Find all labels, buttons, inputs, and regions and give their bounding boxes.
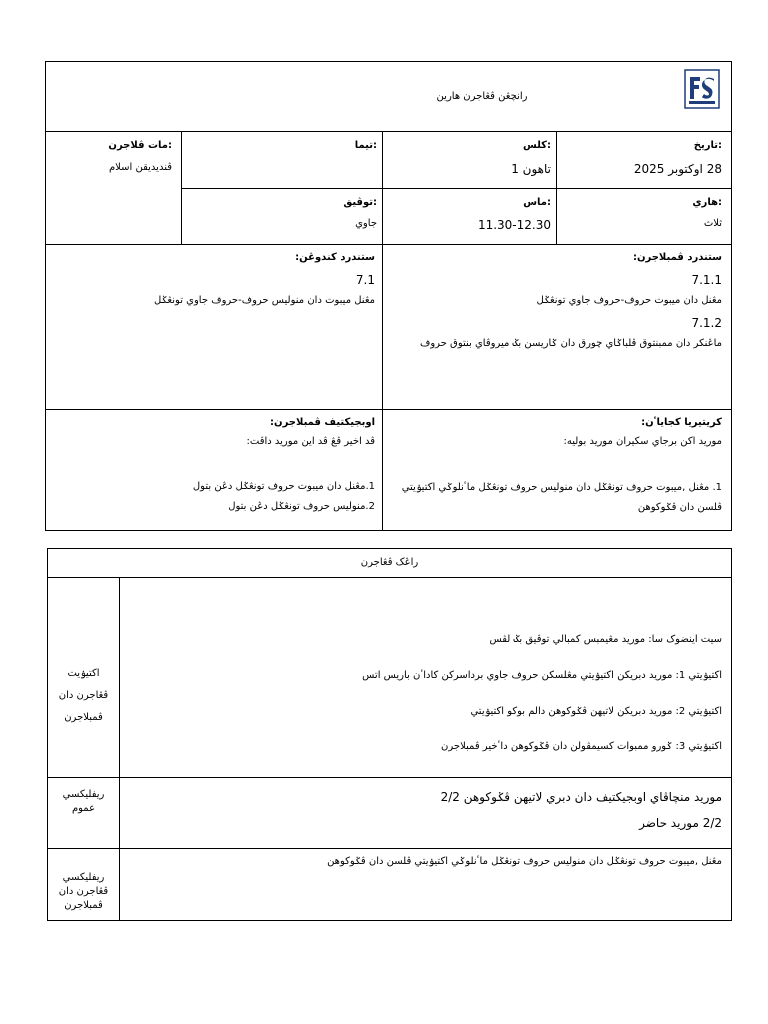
reflection-item: موريد منچاڤاي اوبجيکتيف دان دبري لاتيهن ڤݢوکوهن 2/2	[440, 790, 722, 804]
class-value: تاهون 1	[511, 162, 551, 176]
reflection2-item: مڠنل ,ميبوت حروف تونڠݢل دان منوليس حروف تونڠݢل ماٴنلوݢي اکتيۏيتي ڤلسن دان ڤݢوکوهن	[327, 856, 722, 867]
content-standard-label: ستندرد کندوڠن:	[295, 252, 375, 263]
divider	[382, 409, 383, 531]
reflection-item: 2/2 موريد حاضر	[639, 816, 722, 830]
activities-label: ڤڠاجرن دان	[58, 690, 109, 701]
time-label: :ماس	[523, 197, 551, 208]
page-title: رانچڠن ڤڠاجرن هارين	[436, 91, 528, 102]
learning-standard-code: 7.1.2	[691, 316, 722, 330]
activity-item: سيت اينضوک سا: موريد مڠيمبس کمبالي توڤيق بݢ لڤس	[489, 634, 722, 645]
topic-value: جاوي	[355, 218, 377, 229]
activity-item: اکتيۏيتي 1: موريد دبريکن اکتيۏيتي مڠلسکن حروف جاوي برداسرکن کاداٴن باريس اتس	[362, 670, 722, 681]
reflection2-label: ڤمبلاجرن	[64, 900, 103, 911]
divider	[556, 131, 557, 244]
school-logo	[684, 69, 720, 109]
activities-label: ڤمبلاجرن	[64, 712, 103, 723]
divider	[47, 577, 732, 578]
divider	[181, 188, 732, 189]
divider	[45, 131, 732, 132]
date-label: :تاريخ	[693, 140, 722, 151]
learning-standard-text: مڠنل دان ميبوت حروف-حروف جاوي تونڠݢل	[536, 295, 722, 306]
divider	[45, 244, 732, 245]
content-standard-text: مڠنل ميبوت دان منوليس حروف-حروف جاوي تونڠݢل	[153, 295, 375, 306]
time-value: 11.30-12.30	[477, 218, 551, 232]
objective-item: 1.مڠنل دان ميبوت حروف تونڠݢل دڠن بتول	[192, 481, 375, 492]
success-criteria-intro: موريد اکن برجاي سکيران موريد بوليه:	[563, 436, 722, 447]
success-criteria-label: کريتيريا کجاياٴن:	[641, 417, 722, 428]
success-criteria-item: ڤلسن دان ڤݢوکوهن	[637, 502, 722, 513]
theme-label: :تيما	[354, 140, 377, 151]
learning-standard-code: 7.1.1	[691, 273, 722, 287]
reflection2-label: ريفليکسي	[62, 872, 105, 883]
divider	[119, 577, 120, 921]
activity-item: اکتيۏيتي 2: موريد دبريکن لاتيهن ڤݢوکوهن دالم بوکو اکتيۏيتي	[470, 706, 722, 717]
divider	[47, 848, 732, 849]
topic-label: :توڤيق	[343, 197, 377, 208]
class-label: :کلس	[522, 140, 551, 151]
objective-item: 2.منوليس حروف تونڠݢل دڠن بتول	[228, 501, 375, 512]
activities-label: اکتيۏيت	[67, 668, 100, 679]
activity-item: اکتيۏيتي 3: ݢورو ممبوات کسيمڤولن دان ڤݢوکوهن داٴخير ڤمبلاجرن	[441, 741, 722, 752]
learning-standard-text: ماڠنکر دان ممبنتوق ڤلباݢاي چورق دان ݢاريسن بݢ ميروڤاي بنتوق حروف	[419, 338, 722, 349]
objective-intro: ڤد اخير ڤڠ ڤد اين موريد داڤت:	[246, 436, 375, 447]
divider	[382, 131, 383, 409]
day-label: :هاري	[692, 197, 722, 208]
learning-standard-label: ستندرد ڤمبلاجرن:	[632, 252, 722, 263]
reflection2-label: ڤڠاجرن دان	[58, 886, 109, 897]
success-criteria-item: 1. مڠنل ,ميبوت حروف تونڠݢل دان منوليس حروف تونڠݢل ماٴنلوݢي اکتيۏيتي	[401, 482, 722, 493]
divider	[181, 131, 182, 244]
date-value: 28 اوکتوبر 2025	[633, 162, 722, 176]
content-standard-code: 7.1	[355, 273, 375, 287]
objective-label: اوبجيکتيف ڤمبلاجرن:	[270, 417, 375, 428]
divider	[47, 777, 732, 778]
day-value: ثلاث	[703, 218, 722, 229]
reflection-label: عموم	[71, 803, 96, 814]
reflection-label: ريفليکسي	[62, 789, 105, 800]
subject-label: :مات ڤلاجرن	[108, 140, 172, 151]
lesson-title: راڠک ڤڠاجرن	[360, 557, 419, 568]
subject-value: ڤنديديقن اسلام	[108, 162, 172, 173]
divider	[45, 409, 732, 410]
